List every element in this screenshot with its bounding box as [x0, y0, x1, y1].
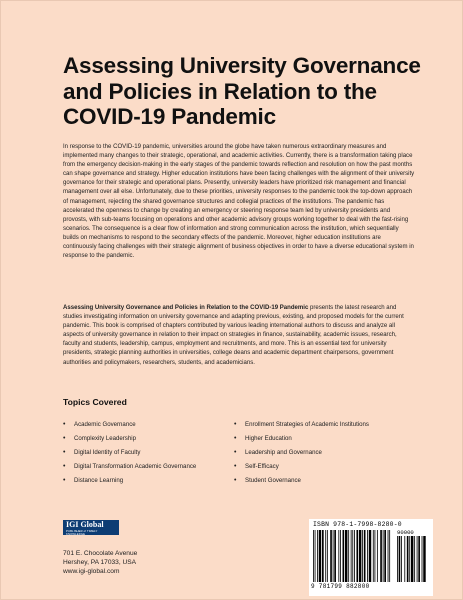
isbn-barcode	[309, 519, 433, 596]
publisher-logo-name: IGI Global	[66, 520, 104, 529]
barcode-bar	[356, 530, 358, 582]
topics-list-right	[234, 418, 369, 488]
book-title: Assessing University Governance and Policies in Relation to the COVID-19 Pandemic	[63, 53, 421, 129]
barcode-bar	[359, 530, 361, 582]
address-line-1: 701 E. Chocolate Avenue	[63, 550, 138, 557]
barcode-bar	[322, 530, 324, 582]
topic-item: • Complexity Leadership	[63, 432, 196, 446]
publisher-website: www.igi-global.com	[63, 568, 120, 575]
barcode-bar	[313, 530, 314, 582]
barcode-bar	[364, 530, 366, 582]
barcode-bar	[414, 536, 415, 582]
barcode-bar	[340, 530, 341, 582]
ean-barcode-bars	[313, 530, 395, 582]
topic-item: • Digital Transformation Academic Governance	[63, 460, 196, 474]
topics-list-left	[63, 418, 196, 488]
description-paragraph-2-text: presents the latest research and studies investigating information on university governance and adapting previous, existing, and proposed models for the current pandemic. This book is comprised of chapters contributed by various leading international authors to discuss and analyze all aspects of university governance in relation to their impact on strategies in finance, sustainability, academic issues, research, faculty and students, leadership, campus, employment and recruitments, and more. This is an essential text for university presidents, strategic planning authorities in universities, college deans and academic department chairpersons, government authorities and policymakers, researchers, students, and academicians.	[63, 305, 404, 366]
barcode-bar	[348, 530, 349, 582]
barcode-bar	[397, 536, 398, 582]
topic-item: • Distance Learning	[63, 474, 196, 488]
barcode-bar	[411, 536, 413, 582]
description-paragraph-2	[63, 304, 415, 368]
topic-item: • Enrollment Strategies of Academic Institutions	[234, 418, 369, 432]
barcode-bar	[330, 530, 332, 582]
barcode-bar	[373, 530, 374, 582]
barcode-bar	[407, 536, 409, 582]
barcode-bar	[389, 530, 390, 582]
addon-barcode-bars	[397, 536, 427, 582]
barcode-bar	[383, 530, 384, 582]
barcode-bar	[325, 530, 326, 582]
publisher-logo	[63, 520, 119, 535]
barcode-bar	[417, 536, 418, 582]
barcode-bar	[362, 530, 363, 582]
ean-digits-text: 9 781799 882800	[311, 583, 370, 590]
publisher-logo-tagline: PUBLISHER of TIMELY KNOWLEDGE	[66, 528, 98, 536]
barcode-bar	[351, 530, 352, 582]
barcode-bar	[422, 536, 423, 582]
barcode-bar	[343, 530, 345, 582]
barcode-bar	[404, 536, 405, 582]
topic-item: • Higher Education	[234, 432, 369, 446]
topic-item: • Academic Governance	[63, 418, 196, 432]
price-code-text: 90000	[397, 529, 414, 536]
barcode-bar	[352, 530, 353, 582]
barcode-bar	[369, 530, 371, 582]
description-title-emphasis: Assessing University Governance and Policies in Relation to the COVID-19 Pandemic	[63, 305, 309, 311]
barcode-bar	[333, 530, 334, 582]
barcode-bar	[367, 530, 368, 582]
barcode-bar	[380, 530, 382, 582]
topic-item: • Digital Identity of Faculty	[63, 446, 196, 460]
barcode-bar	[338, 530, 339, 582]
barcode-bar	[418, 536, 420, 582]
barcode-bar	[334, 530, 336, 582]
barcode-bar	[319, 530, 321, 582]
topic-item: • Student Governance	[234, 474, 369, 488]
barcode-bar	[409, 536, 410, 582]
topics-heading: Topics Covered	[63, 397, 127, 407]
barcode-bar	[327, 530, 328, 582]
barcode-bar	[377, 530, 378, 582]
isbn-text: ISBN 978-1-7998-8280-0	[313, 521, 402, 528]
barcode-bar	[375, 530, 376, 582]
barcode-bar	[401, 536, 402, 582]
barcode-bar	[423, 536, 425, 582]
barcode-bar	[384, 530, 386, 582]
barcode-bar	[345, 530, 347, 582]
description-paragraph-1: In response to the COVID-19 pandemic, universities around the globe have taken numerous extraordinary measures and implemented many changes to their strategic, operational, and academic activities. Currently, there is a transformation taking place from the emergency decision-making in the early stages of the pandemic towards reflection and resolution on how the past months can shape governance and strategy. Higher education institutions have been facing challenges with the alignment of their university governance for their strategic and operational plans. Presently, university leaders have prioritized risk management and financial management over all else. Unfortunately, due to these priorities, university responses to the pandemic took the top-down approach of management, rejecting the shared governance structures and collegial practices of the institutions. The pandemic has accelerated the openness to change by creating an emergency or steering response team led by university presidents and provosts, with sub-teams focusing on operations and other academic advisory groups working together to deal with the fast-rising scenarios. The consequence is a clear flow of information and strong communication across the institution, which sequentially builds on mechanisms to respond to the secondary effects of the pandemic. Moreover, higher education institutions are continuously facing challenges with their strategic alignment of business objectives in order to have a diverse educational system in response to the pandemic.	[63, 144, 415, 260]
topic-item: • Self-Efficacy	[234, 460, 369, 474]
barcode-bar	[354, 530, 355, 582]
topic-item: • Leadership and Governance	[234, 446, 369, 460]
barcode-bar	[317, 530, 318, 582]
barcode-bar	[315, 530, 316, 582]
barcode-bar	[399, 536, 401, 582]
barcode-bar	[388, 530, 389, 582]
publisher-address	[63, 549, 137, 576]
address-line-2: Hershey, PA 17033, USA	[63, 559, 137, 566]
